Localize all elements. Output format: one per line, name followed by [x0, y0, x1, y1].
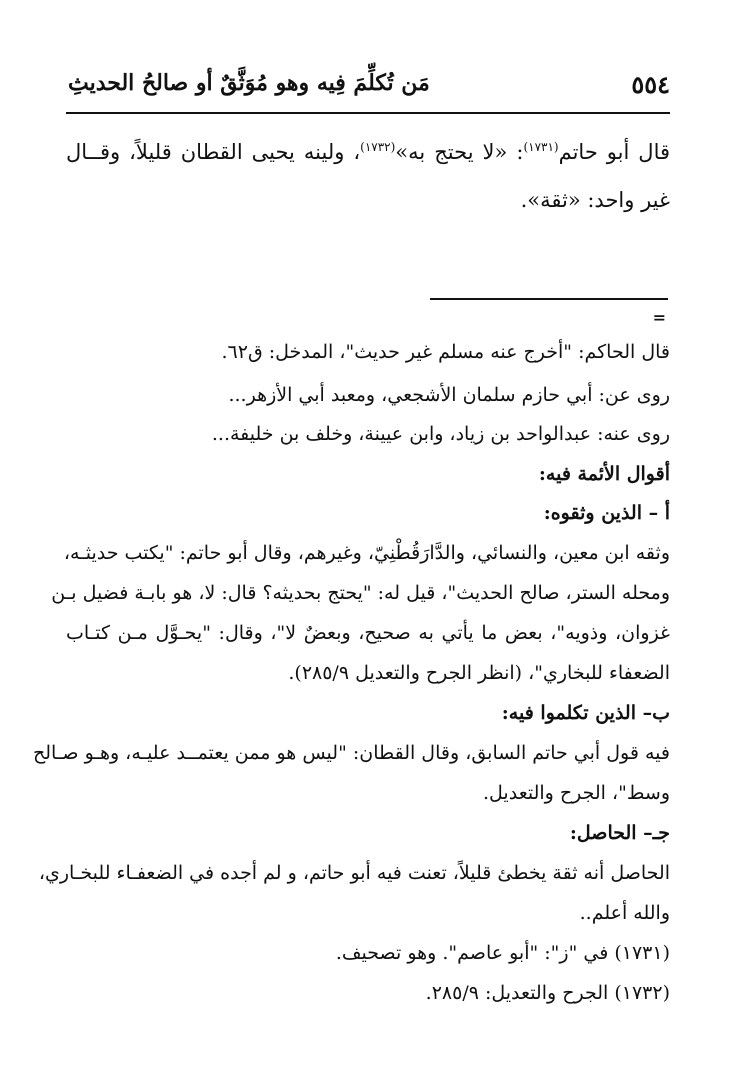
header-rule [66, 112, 670, 114]
para-conclusion-line: الحاصل أنه ثقة يخطئ قليلاً، تعنت فيه أبو حاتم، و لم أجده في الضعفـاء للبخـاري، [38, 862, 670, 884]
footnote-1731: (١٧٣١) في "ز": "أبو عاصم". وهو تصحيف. [335, 942, 670, 964]
main-text-part-3: ، ولينه يحيى القطان قليلاً، وقــال [66, 140, 361, 164]
para-criticized-line: فيه قول أبي حاتم السابق، وقال القطان: "ليس هو ممن يعتمــد عليـه، وهـو صـالح [32, 742, 670, 764]
para-trusted-line: وثقه ابن معين، والنسائي، والدَّارَقُطْنِيّ، وغيرهم، وقال أبو حاتم: "يكتب حديثـه، [63, 542, 670, 564]
heading-trusted: أ – الذين وثقوه: [543, 502, 670, 524]
para-trusted-line: غزوان، وذويه"، بعض ما يأتي به صحيح، وبعضٌ لا"، وقال: "يحـوَّل مـن كتـاب [66, 622, 670, 644]
note-line-narrated-from: روى عن: أبي حازم سلمان الأشجعي، ومعبد أبي الأزهر... [228, 384, 670, 406]
heading-criticized: ب– الذين تكلموا فيه: [501, 702, 670, 724]
heading-opinions: أقوال الأئمة فيه: [538, 463, 670, 485]
footnote-ref-1731[interactable]: (١٧٣١) [523, 140, 559, 154]
para-trusted-line: ومحله الستر، صالح الحديث"، قيل له: "يحتج بحديثه؟ قال: لا، هو بابـة فضيل بـن [51, 582, 670, 604]
running-title: مَن تُكلِّمَ فِيه وهو مُوَثَّقٌ أو صالحُ الحديثِ [68, 70, 430, 96]
continuation-mark: = [652, 308, 666, 327]
note-line-hakim: قال الحاكم: "أخرج عنه مسلم غير حديث"، المدخل: ق٦٢. [221, 341, 670, 363]
main-text-part-1: قال أبو حاتم [558, 140, 671, 164]
page-number: ٥٥٤ [631, 70, 670, 99]
footnote-1732: (١٧٣٢) الجرح والتعديل: ٢٨٥/٩. [425, 982, 670, 1004]
para-trusted-line: الضعفاء للبخاري"، (انظر الجرح والتعديل ٢٨٥/٩). [288, 662, 670, 684]
main-text-line-2: غير واحد: «ثقة». [520, 188, 670, 212]
para-criticized-line: وسط"، الجرح والتعديل. [483, 782, 670, 804]
footnote-separator [430, 298, 668, 300]
heading-conclusion: جـ– الحاصل: [569, 822, 670, 844]
note-line-narrated-by: روى عنه: عبدالواحد بن زياد، وابن عيينة، وخلف بن خليفة... [211, 423, 670, 445]
main-text-line-1 [66, 140, 670, 164]
footnote-ref-1732[interactable]: (١٧٣٢) [360, 140, 396, 154]
main-text-quote: : «لا يحتج به» [395, 140, 524, 164]
para-conclusion-line: والله أعلم.. [579, 902, 670, 924]
